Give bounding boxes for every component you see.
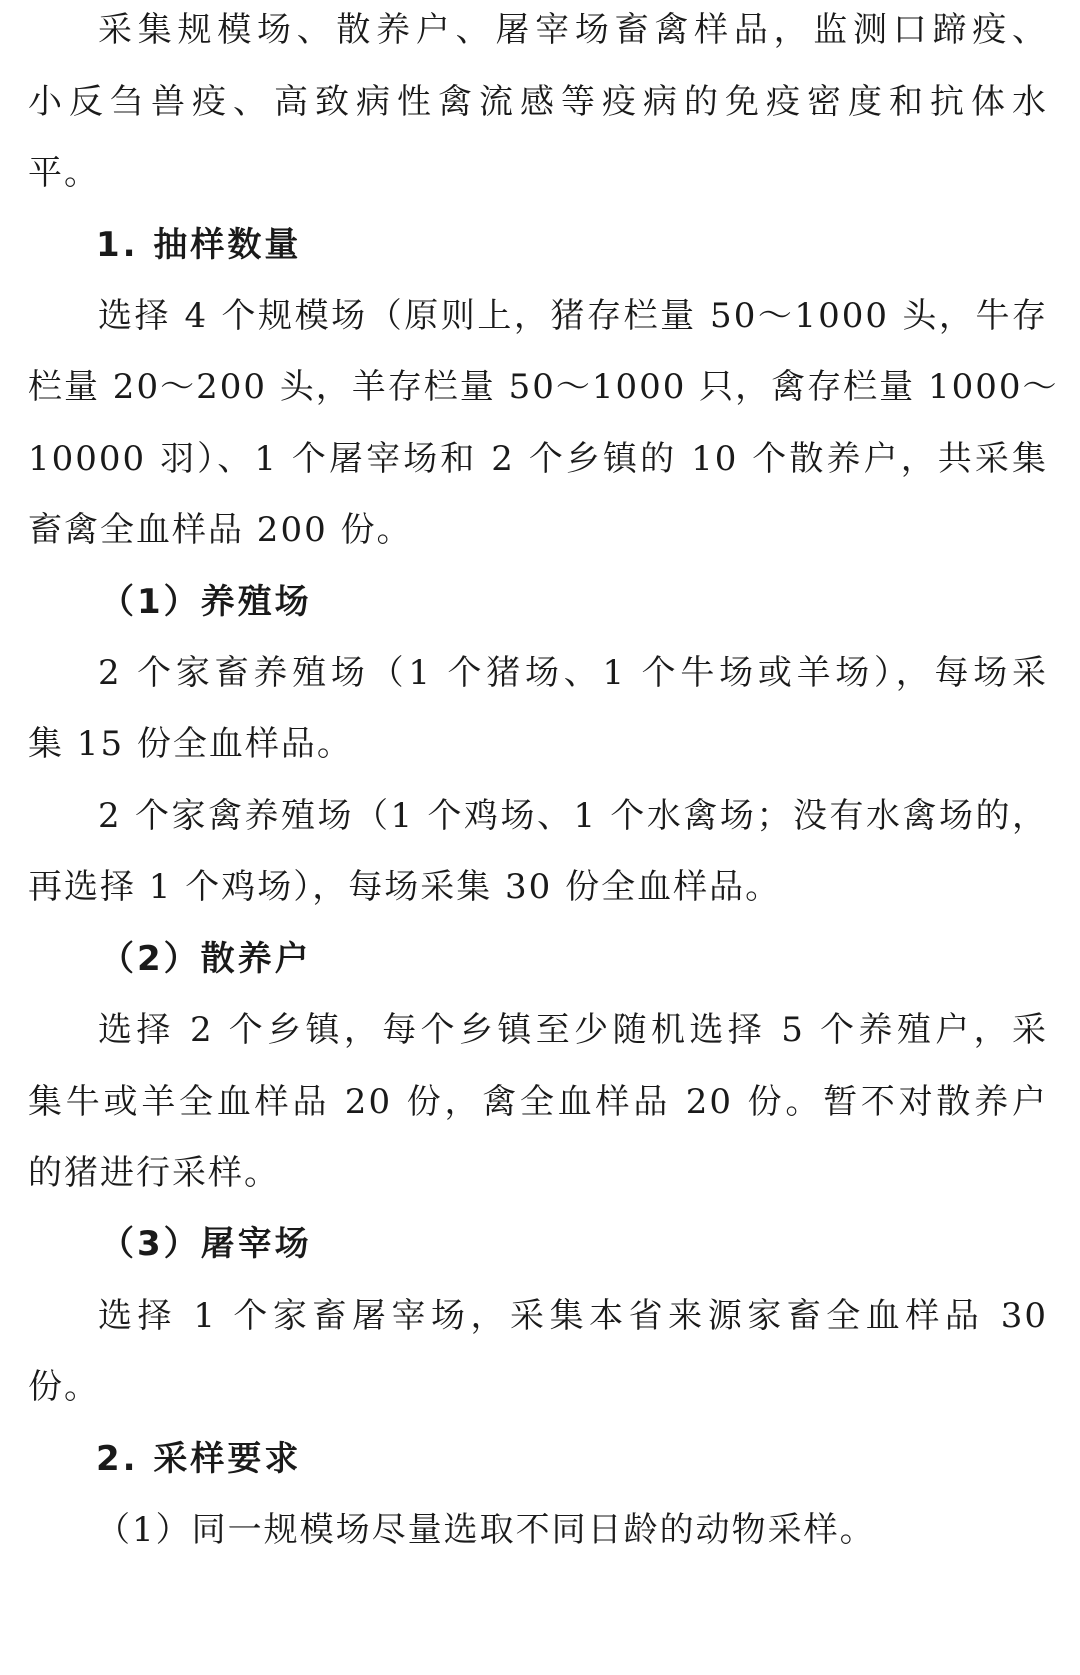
body-text-line: 选择 4 个规模场（原则上，猪存栏量 50～1000 头，牛存 (98, 296, 1048, 336)
body-text-line: 的猪进行采样。 (28, 1153, 280, 1193)
body-text-line: 平。 (28, 153, 100, 193)
body-text-line: 集 15 份全血样品。 (28, 724, 353, 764)
subsection-heading: （2）散养户 (100, 939, 312, 979)
body-text-line: 集牛或羊全血样品 20 份，禽全血样品 20 份。暂不对散养户 (28, 1082, 1048, 1122)
body-text-line: 选择 1 个家畜屠宰场，采集本省来源家畜全血样品 30 (98, 1296, 1048, 1336)
body-text-line: 2 个家禽养殖场（1 个鸡场、1 个水禽场；没有水禽场的， (98, 796, 1048, 836)
body-text-line: 小反刍兽疫、高致病性禽流感等疫病的免疫密度和抗体水 (28, 82, 1048, 122)
body-text-line: （1）同一规模场尽量选取不同日龄的动物采样。 (96, 1510, 876, 1550)
body-text-line: 份。 (28, 1367, 100, 1407)
body-text-line: 采集规模场、散养户、屠宰场畜禽样品，监测口蹄疫、 (98, 10, 1048, 50)
section-heading: 1. 抽样数量 (96, 225, 302, 265)
section-heading: 2. 采样要求 (96, 1439, 302, 1479)
body-text-line: 畜禽全血样品 200 份。 (28, 510, 413, 550)
subsection-heading: （1）养殖场 (100, 582, 312, 622)
body-text-line: 10000 羽）、1 个屠宰场和 2 个乡镇的 10 个散养户，共采集 (28, 439, 1048, 479)
body-text-line: 选择 2 个乡镇，每个乡镇至少随机选择 5 个养殖户，采 (98, 1010, 1048, 1050)
body-text-line: 再选择 1 个鸡场），每场采集 30 份全血样品。 (28, 867, 782, 907)
body-text-line: 栏量 20～200 头，羊存栏量 50～1000 只，禽存栏量 1000～ (28, 367, 1059, 407)
subsection-heading: （3）屠宰场 (100, 1224, 312, 1264)
body-text-line: 2 个家畜养殖场（1 个猪场、1 个牛场或羊场），每场采 (98, 653, 1048, 693)
